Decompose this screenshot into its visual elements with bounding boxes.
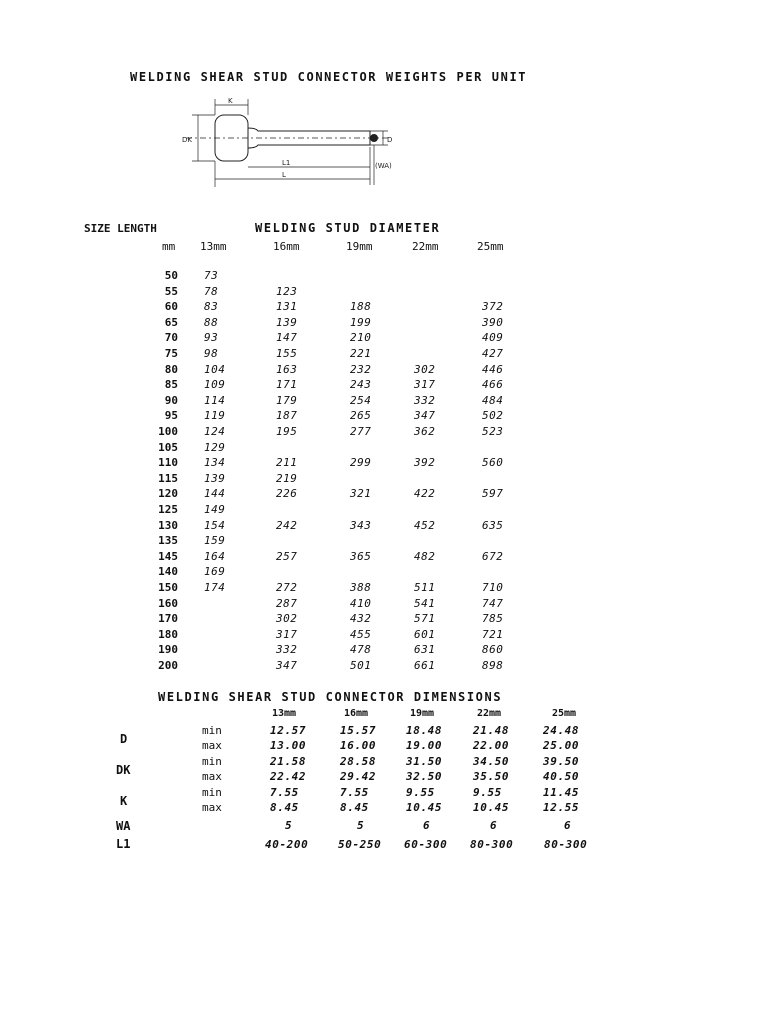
weight-cell: 347: [414, 409, 436, 422]
weight-cell: 254: [350, 394, 372, 407]
wa-value: 6: [423, 819, 431, 832]
weight-cell: 672: [482, 550, 504, 563]
weight-cell: 155: [276, 347, 298, 360]
weight-cell: 372: [482, 300, 504, 313]
weight-cell: 139: [276, 316, 298, 329]
row-length: 180: [158, 628, 178, 641]
label-dk: DK: [182, 136, 192, 144]
weight-cell: 124: [204, 425, 226, 438]
dim-min-value: 39.50: [543, 755, 580, 768]
weight-cell: 104: [204, 363, 226, 376]
weight-cell: 390: [482, 316, 504, 329]
dim-max-value: 35.50: [473, 770, 510, 783]
weight-cell: 210: [350, 331, 372, 344]
row-length: 145: [158, 550, 178, 563]
weight-cell: 134: [204, 456, 226, 469]
weight-cell: 93: [204, 331, 219, 344]
col-header-22mm: 22mm: [412, 240, 439, 253]
weight-cell: 466: [482, 378, 504, 391]
weight-cell: 427: [482, 347, 504, 360]
weight-cell: 410: [350, 597, 372, 610]
weight-cell: 409: [482, 331, 504, 344]
row-length: 150: [158, 581, 178, 594]
weight-cell: 898: [482, 659, 504, 672]
stud-diagram: [178, 95, 408, 190]
row-length: 170: [158, 612, 178, 625]
weight-cell: 710: [482, 581, 504, 594]
row-length: 130: [158, 519, 178, 532]
weight-cell: 317: [414, 378, 436, 391]
weight-cell: 343: [350, 519, 372, 532]
dim-max-value: 8.45: [340, 801, 369, 814]
weight-cell: 242: [276, 519, 298, 532]
weights-table: [0, 269, 768, 679]
wa-value: 5: [285, 819, 293, 832]
weight-cell: 362: [414, 425, 436, 438]
label-l1: L1: [282, 159, 291, 167]
weight-cell: 321: [350, 487, 372, 500]
label-l: L: [282, 171, 286, 179]
weight-cell: 597: [482, 487, 504, 500]
row-length: 135: [158, 534, 178, 547]
weight-cell: 154: [204, 519, 226, 532]
dim-max-value: 40.50: [543, 770, 580, 783]
unit-label: mm: [162, 240, 176, 253]
dim-min-value: 21.58: [270, 755, 307, 768]
weight-cell: 232: [350, 363, 372, 376]
dim-max-value: 22.00: [473, 739, 510, 752]
dimensions-title: WELDING SHEAR STUD CONNECTOR DIMENSIONS: [158, 690, 503, 704]
row-length: 80: [164, 363, 178, 376]
weight-cell: 78: [204, 285, 219, 298]
dim-min-value: 7.55: [340, 786, 369, 799]
weight-cell: 109: [204, 378, 226, 391]
weight-cell: 129: [204, 441, 226, 454]
dim-max-value: 8.45: [270, 801, 299, 814]
min-label: min: [202, 786, 222, 799]
weight-cell: 455: [350, 628, 372, 641]
dim-min-value: 31.50: [406, 755, 443, 768]
row-length: 95: [164, 409, 178, 422]
dim-min-value: 7.55: [270, 786, 299, 799]
weight-cell: 432: [350, 612, 372, 625]
min-label: min: [202, 724, 222, 737]
weight-cell: 277: [350, 425, 372, 438]
dim-max-value: 10.45: [406, 801, 443, 814]
l1-value: 80-300: [470, 838, 514, 851]
weight-cell: 114: [204, 394, 226, 407]
dim-min-value: 24.48: [543, 724, 580, 737]
weight-cell: 257: [276, 550, 298, 563]
dim-label-d: D: [120, 732, 128, 746]
dim-label-wa: WA: [116, 819, 131, 833]
weight-cell: 365: [350, 550, 372, 563]
col-header-19mm: 19mm: [346, 240, 373, 253]
size-length-label: SIZE LENGTH: [84, 222, 157, 235]
weight-cell: 149: [204, 503, 226, 516]
weight-cell: 502: [482, 409, 504, 422]
dim-min-value: 12.57: [270, 724, 307, 737]
weight-cell: 501: [350, 659, 372, 672]
dim-min-value: 18.48: [406, 724, 443, 737]
dim-min-value: 9.55: [406, 786, 435, 799]
l1-value: 80-300: [544, 838, 588, 851]
row-length: 75: [164, 347, 178, 360]
col-header-16mm: 16mm: [273, 240, 300, 253]
row-length: 115: [158, 472, 178, 485]
weight-cell: 347: [276, 659, 298, 672]
col-header-13mm: 13mm: [200, 240, 227, 253]
row-length: 125: [158, 503, 178, 516]
weight-cell: 422: [414, 487, 436, 500]
dim-max-value: 29.42: [340, 770, 377, 783]
weight-cell: 243: [350, 378, 372, 391]
weight-cell: 131: [276, 300, 298, 313]
weight-cell: 272: [276, 581, 298, 594]
row-length: 100: [158, 425, 178, 438]
weight-cell: 169: [204, 565, 226, 578]
weight-cell: 302: [414, 363, 436, 376]
weight-cell: 631: [414, 643, 436, 656]
l1-value: 60-300: [404, 838, 448, 851]
max-label: max: [202, 739, 222, 752]
weight-cell: 392: [414, 456, 436, 469]
dim-min-value: 9.55: [473, 786, 502, 799]
weight-cell: 119: [204, 409, 226, 422]
weight-cell: 83: [204, 300, 219, 313]
col-header-25mm: 25mm: [477, 240, 504, 253]
weight-cell: 446: [482, 363, 504, 376]
weight-cell: 388: [350, 581, 372, 594]
dim-max-value: 10.45: [473, 801, 510, 814]
dim-max-value: 19.00: [406, 739, 443, 752]
weight-cell: 635: [482, 519, 504, 532]
weight-cell: 179: [276, 394, 298, 407]
dim-label-k: K: [120, 794, 128, 808]
dim-col-25mm: 25mm: [552, 708, 577, 719]
dim-col-22mm: 22mm: [477, 708, 502, 719]
row-length: 160: [158, 597, 178, 610]
dim-min-value: 15.57: [340, 724, 377, 737]
weight-cell: 661: [414, 659, 436, 672]
weight-cell: 860: [482, 643, 504, 656]
weight-cell: 482: [414, 550, 436, 563]
weight-cell: 159: [204, 534, 226, 547]
row-length: 110: [158, 456, 178, 469]
row-length: 90: [164, 394, 178, 407]
weight-cell: 287: [276, 597, 298, 610]
weight-cell: 226: [276, 487, 298, 500]
dim-min-value: 21.48: [473, 724, 510, 737]
weight-cell: 265: [350, 409, 372, 422]
dim-max-value: 32.50: [406, 770, 443, 783]
weight-cell: 299: [350, 456, 372, 469]
row-length: 55: [164, 285, 178, 298]
weight-cell: 144: [204, 487, 226, 500]
wa-value: 5: [357, 819, 365, 832]
row-length: 50: [164, 269, 178, 282]
l1-value: 50-250: [338, 838, 382, 851]
dim-max-value: 13.00: [270, 739, 307, 752]
min-label: min: [202, 755, 222, 768]
weight-cell: 187: [276, 409, 298, 422]
weight-cell: 164: [204, 550, 226, 563]
weight-cell: 601: [414, 628, 436, 641]
dimensions-table: [0, 720, 768, 860]
dim-col-19mm: 19mm: [410, 708, 435, 719]
weight-cell: 302: [276, 612, 298, 625]
weight-cell: 73: [204, 269, 219, 282]
row-length: 200: [158, 659, 178, 672]
row-length: 120: [158, 487, 178, 500]
diameter-label: WELDING STUD DIAMETER: [255, 221, 441, 235]
weight-cell: 139: [204, 472, 226, 485]
weight-cell: 195: [276, 425, 298, 438]
dim-col-16mm: 16mm: [344, 708, 369, 719]
max-label: max: [202, 770, 222, 783]
weight-cell: 317: [276, 628, 298, 641]
row-length: 65: [164, 316, 178, 329]
weight-cell: 123: [276, 285, 298, 298]
weight-cell: 571: [414, 612, 436, 625]
l1-value: 40-200: [265, 838, 309, 851]
weight-cell: 174: [204, 581, 226, 594]
row-length: 85: [164, 378, 178, 391]
dim-max-value: 22.42: [270, 770, 307, 783]
weight-cell: 511: [414, 581, 436, 594]
wa-value: 6: [490, 819, 498, 832]
row-length: 60: [164, 300, 178, 313]
dim-min-value: 34.50: [473, 755, 510, 768]
weight-cell: 219: [276, 472, 298, 485]
weight-cell: 541: [414, 597, 436, 610]
weight-cell: 199: [350, 316, 372, 329]
dim-label-dk: DK: [116, 763, 131, 777]
dim-max-value: 25.00: [543, 739, 580, 752]
dim-min-value: 11.45: [543, 786, 580, 799]
weight-cell: 98: [204, 347, 219, 360]
row-length: 140: [158, 565, 178, 578]
weight-cell: 163: [276, 363, 298, 376]
dim-min-value: 28.58: [340, 755, 377, 768]
label-d: D: [387, 136, 393, 144]
wa-value: 6: [564, 819, 572, 832]
max-label: max: [202, 801, 222, 814]
label-k: K: [228, 97, 233, 105]
weight-cell: 785: [482, 612, 504, 625]
weight-cell: 147: [276, 331, 298, 344]
row-length: 70: [164, 331, 178, 344]
weight-cell: 478: [350, 643, 372, 656]
weight-cell: 452: [414, 519, 436, 532]
weight-cell: 523: [482, 425, 504, 438]
label-wa: (WA): [375, 162, 392, 170]
weight-cell: 211: [276, 456, 298, 469]
weight-cell: 188: [350, 300, 372, 313]
weight-cell: 721: [482, 628, 504, 641]
dim-col-13mm: 13mm: [272, 708, 297, 719]
weight-cell: 747: [482, 597, 504, 610]
dim-label-l1: L1: [116, 837, 131, 851]
weight-cell: 171: [276, 378, 298, 391]
weight-cell: 332: [276, 643, 298, 656]
row-length: 105: [158, 441, 178, 454]
weight-cell: 332: [414, 394, 436, 407]
page-title: WELDING SHEAR STUD CONNECTOR WEIGHTS PER UNIT: [130, 70, 528, 84]
dim-max-value: 16.00: [340, 739, 377, 752]
dim-max-value: 12.55: [543, 801, 580, 814]
weight-cell: 560: [482, 456, 504, 469]
weight-cell: 88: [204, 316, 219, 329]
row-length: 190: [158, 643, 178, 656]
weight-cell: 484: [482, 394, 504, 407]
weight-cell: 221: [350, 347, 372, 360]
